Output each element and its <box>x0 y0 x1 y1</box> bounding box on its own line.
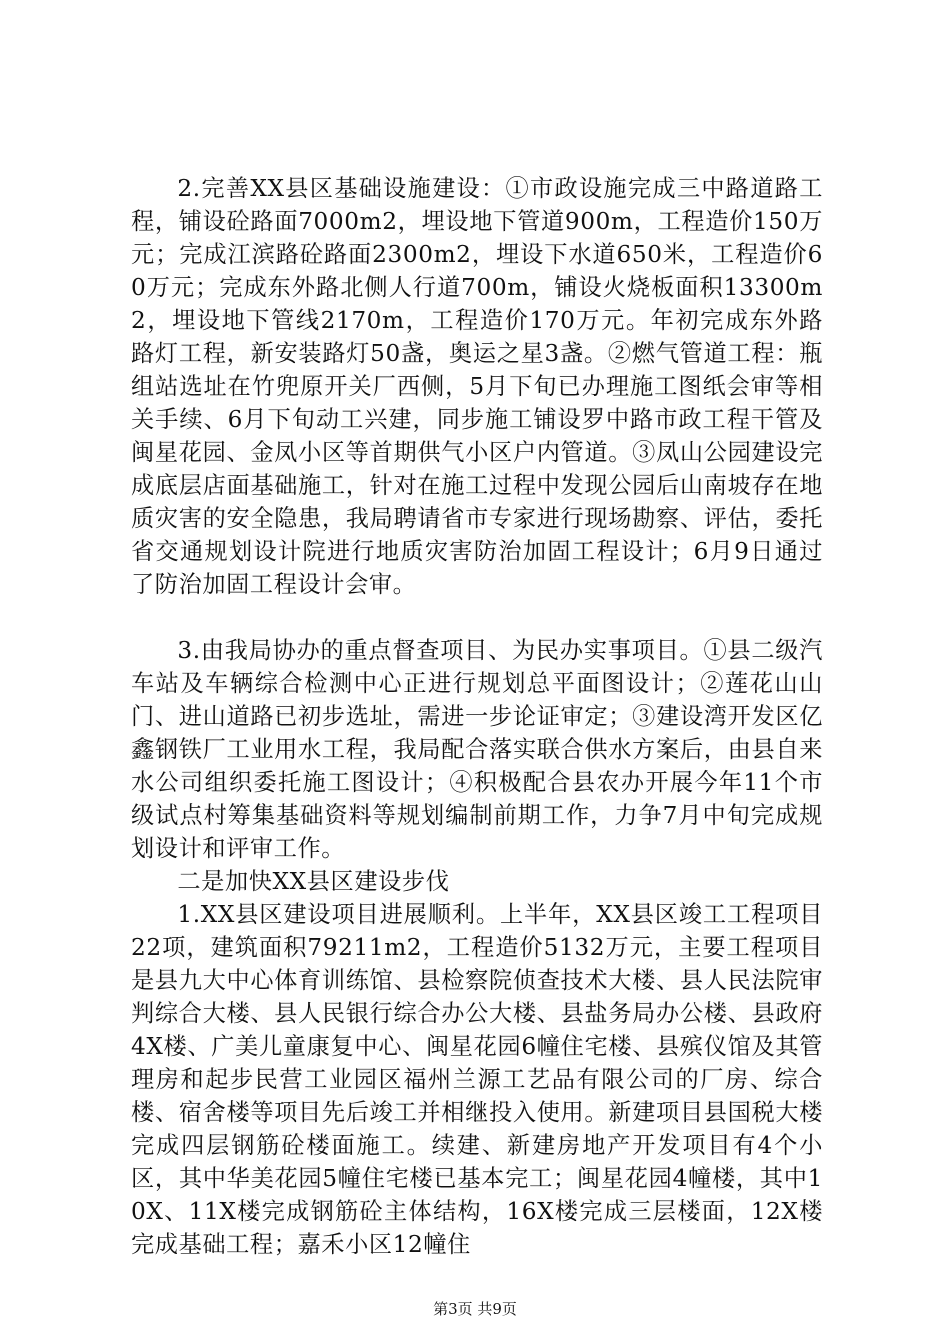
paragraph-gap <box>131 601 823 634</box>
section-heading: 二是加快XX县区建设步伐 <box>177 868 450 895</box>
paragraph-infrastructure: 2.完善XX县区基础设施建设：①市政设施完成三中路道路工程，铺设砼路面7000m2，埋设地下管道900m，工程造价150万元；完成江滨路砼路面2300m2，埋设下水道650米，工程造价60万元；完成东外路北侧人行道700m，铺设火烧板面积13300m2，埋设地下管线2170m，工程造价170万元。年初完成东外路路灯工程，新安装路灯50盏，奥运之星3盏。②燃气管道工程：瓶组站选址在竹兜原开关厂西侧，5月下旬已办理施工图纸会审等相关手续、6月下旬动工兴建，同步施工铺设罗中路市政工程干管及闽星花园、金凤小区等首期供气小区户内管道。③凤山公园建设完成底层店面基础施工，针对在施工过程中发现公园后山南坡存在地质灾害的安全隐患，我局聘请省市专家进行现场勘察、评估，委托省交通规划设计院进行地质灾害防治加固工程设计；6月9日通过了防治加固工程设计会审。 <box>131 175 823 598</box>
paragraph-key-projects: 3.由我局协办的重点督查项目、为民办实事项目。①县二级汽车站及车辆综合检测中心正进行规划总平面图设计；②莲花山山门、进山道路已初步选址，需进一步论证审定；③建设湾开发区亿鑫钢铁厂工业用水工程，我局配合落实联合供水方案后，由县自来水公司组织委托施工图设计；④积极配合县农办开展今年11个市级试点村筹集基础资料等规划编制前期工作，力争7月中旬完成规划设计和评审工作。 <box>131 637 823 862</box>
paragraph-construction-progress: 1.XX县区建设项目进展顺利。上半年，XX县区竣工工程项目22项，建筑面积79211m2，工程造价5132万元，主要工程项目是县九大中心体育训练馆、县检察院侦查技术大楼、县人民法院审判综合大楼、县人民银行综合办公大楼、县盐务局办公楼、县政府4X楼、广美儿童康复中心、闽星花园6幢住宅楼、县殡仪馆及其管理房和起步民营工业园区福州兰源工艺品有限公司的厂房、综合楼、宿舍楼等项目先后竣工并相继投入使用。新建项目县国税大楼完成四层钢筋砼楼面施工。续建、新建房地产开发项目有4个小区，其中华美花园5幢住宅楼已基本完工；闽星花园4幢楼，其中10X、11X楼完成钢筋砼主体结构，16X楼完成三层楼面，12X楼完成基础工程；嘉禾小区12幢住 <box>131 901 823 1258</box>
page-number-footer: 第3页 共9页 <box>433 1300 517 1318</box>
document-body <box>131 172 823 1261</box>
